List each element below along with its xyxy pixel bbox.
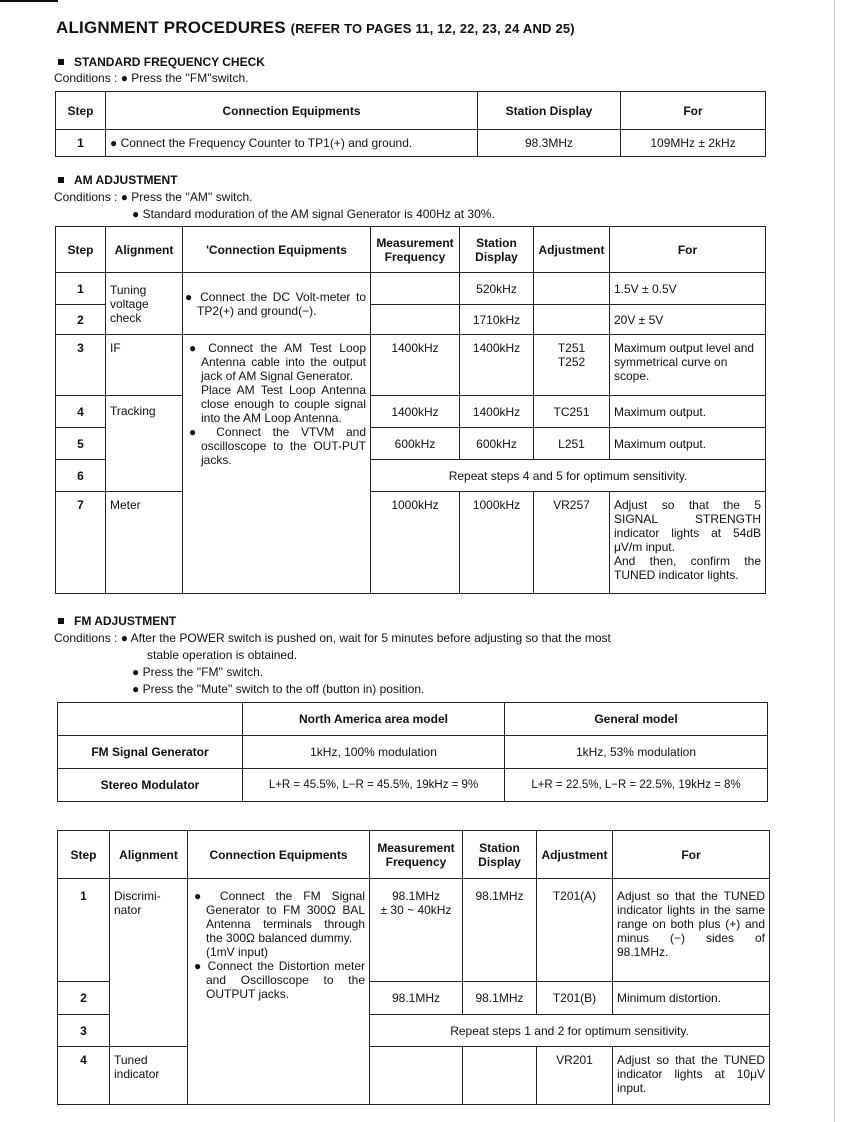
fm-conn-1: ● Connect the FM Signal Generator to FM 300Ω BAL Antenna terminals through the 300Ω balanced dummy. bbox=[194, 889, 365, 945]
am-r4-display: 1400kHz bbox=[460, 396, 534, 428]
am-r7-for bbox=[610, 492, 766, 594]
std-heading: STANDARD FREQUENCY CHECK bbox=[58, 55, 265, 69]
am-step-6: 6 bbox=[56, 460, 106, 492]
am-r4-adjust: TC251 bbox=[534, 396, 610, 428]
fm-r1-adjust: T201(A) bbox=[537, 879, 613, 982]
std-h-display: Station Display bbox=[478, 92, 621, 130]
fm-r1-display: 98.1MHz bbox=[463, 879, 537, 982]
fm-r3-repeat: Repeat steps 1 and 2 for optimum sensitivity. bbox=[370, 1015, 770, 1047]
std-for: 109MHz ± 2kHz bbox=[621, 130, 766, 157]
am-r7-display: 1000kHz bbox=[460, 492, 534, 594]
am-r3-display: 1400kHz bbox=[460, 335, 534, 396]
am-h-step: Step bbox=[56, 227, 106, 273]
am-r4-meas: 1400kHz bbox=[371, 396, 460, 428]
am-conn-loop-1: ● Connect the AM Test Loop Antenna cable into the output jack of AM Signal Generator. bbox=[189, 341, 366, 383]
fm-model-h-na: North America area model bbox=[243, 703, 505, 736]
am-r3-adjust-b: T252 bbox=[557, 355, 586, 369]
am-condition-2: ● Standard moduration of the AM signal Generator is 400Hz at 30%. bbox=[132, 207, 495, 221]
std-h-connection: Connection Equipments bbox=[106, 92, 478, 130]
fm-sg-general: 1kHz, 53% modulation bbox=[505, 736, 768, 769]
am-table bbox=[55, 226, 766, 594]
am-h-measurement: Measurement Frequency bbox=[371, 227, 460, 273]
am-r3-adjust bbox=[534, 335, 610, 396]
fm-sg-label: FM Signal Generator bbox=[58, 736, 243, 769]
am-align-tuning: Tuning voltage check bbox=[106, 273, 183, 335]
std-connection: ● Connect the Frequency Counter to TP1(+) and ground. bbox=[106, 130, 478, 157]
am-step-7: 7 bbox=[56, 492, 106, 594]
page-edge-rule bbox=[834, 0, 835, 1122]
fm-condition-1: Conditions : ● After the POWER switch is pushed on, wait for 5 minutes before adjusting so that the most bbox=[54, 631, 611, 645]
fm-sm-label: Stereo Modulator bbox=[58, 769, 243, 802]
fm-step-3: 3 bbox=[58, 1015, 110, 1047]
fm-condition-2: ● Press the ''FM'' switch. bbox=[132, 665, 264, 679]
am-r1-meas bbox=[371, 273, 460, 305]
fm-conn-2: ● Connect the Distortion meter and Oscilloscope to the OUTPUT jacks. bbox=[194, 959, 365, 1001]
fm-r4-for: Adjust so that the TUNED indicator lights at 10μV input. bbox=[613, 1047, 770, 1105]
am-h-alignment: Alignment bbox=[106, 227, 183, 273]
am-r7-for-1: Adjust so that the 5 SIGNAL STRENGTH indicator lights at 54dB μV/m input. bbox=[614, 498, 761, 554]
am-r1-display: 520kHz bbox=[460, 273, 534, 305]
fm-model-table bbox=[57, 702, 768, 802]
am-r2-for: 20V ± 5V bbox=[610, 305, 766, 335]
am-align-if: IF bbox=[106, 335, 183, 396]
fm-h-for: For bbox=[613, 831, 770, 879]
am-h-adjustment: Adjustment bbox=[534, 227, 610, 273]
fm-r4-meas bbox=[370, 1047, 463, 1105]
am-r3-meas: 1400kHz bbox=[371, 335, 460, 396]
am-r4-for: Maximum output. bbox=[610, 396, 766, 428]
title-reference: (REFER TO PAGES 11, 12, 22, 23, 24 AND 25) bbox=[290, 21, 575, 36]
am-r1-adjust bbox=[534, 273, 610, 305]
fm-r1-meas bbox=[370, 879, 463, 982]
am-step-1: 1 bbox=[56, 273, 106, 305]
am-r5-display: 600kHz bbox=[460, 428, 534, 460]
fm-step-4: 4 bbox=[58, 1047, 110, 1105]
fm-r2-meas: 98.1MHz bbox=[370, 982, 463, 1015]
fm-step-1: 1 bbox=[58, 879, 110, 982]
am-step-4: 4 bbox=[56, 396, 106, 428]
std-display: 98.3MHz bbox=[478, 130, 621, 157]
am-step-2: 2 bbox=[56, 305, 106, 335]
am-align-tracking: Tracking bbox=[106, 396, 183, 492]
std-table bbox=[55, 91, 766, 157]
am-h-connection: 'Connection Equipments bbox=[183, 227, 371, 273]
am-r5-adjust: L251 bbox=[534, 428, 610, 460]
fm-sg-na: 1kHz, 100% modulation bbox=[243, 736, 505, 769]
fm-conn bbox=[188, 879, 370, 1105]
fm-sm-general: L+R = 22.5%, L−R = 22.5%, 19kHz = 8% bbox=[505, 769, 768, 802]
fm-r1-meas-a: 98.1MHz bbox=[391, 889, 441, 903]
am-r3-adjust-a: T251 bbox=[557, 341, 586, 355]
page-title bbox=[56, 18, 575, 38]
fm-align-disc: Discrimi-nator bbox=[110, 879, 188, 1047]
am-h-display: Station Display bbox=[460, 227, 534, 273]
std-step: 1 bbox=[56, 130, 106, 157]
am-r2-meas bbox=[371, 305, 460, 335]
am-r7-for-2: And then, confirm the TUNED indicator lights. bbox=[614, 554, 761, 582]
fm-model-blank bbox=[58, 703, 243, 736]
am-r7-meas: 1000kHz bbox=[371, 492, 460, 594]
fm-h-step: Step bbox=[58, 831, 110, 879]
am-condition-1: Conditions : ● Press the ''AM'' switch. bbox=[54, 190, 253, 204]
fm-r2-adjust: T201(B) bbox=[537, 982, 613, 1015]
fm-table bbox=[57, 830, 770, 1105]
top-rule bbox=[0, 0, 58, 2]
am-h-for: For bbox=[610, 227, 766, 273]
std-conditions: Conditions : ● Press the ''FM''switch. bbox=[54, 71, 249, 85]
am-r2-adjust bbox=[534, 305, 610, 335]
fm-h-display: Station Display bbox=[463, 831, 537, 879]
am-r5-for: Maximum output. bbox=[610, 428, 766, 460]
std-h-step: Step bbox=[56, 92, 106, 130]
am-r7-adjust: VR257 bbox=[534, 492, 610, 594]
am-conn-dc: ● Connect the DC Volt-meter to TP2(+) and ground(−). bbox=[183, 273, 371, 335]
fm-conn-1b: (1mV input) bbox=[206, 945, 269, 959]
am-align-meter: Meter bbox=[106, 492, 183, 594]
fm-r1-for: Adjust so that the TUNED indicator lights in the same range on both plus (+) and minus (−) sides of 98.1MHz. bbox=[613, 879, 770, 982]
am-step-3: 3 bbox=[56, 335, 106, 396]
fm-r2-for: Minimum distortion. bbox=[613, 982, 770, 1015]
am-conn-loop-3: ● Connect the VTVM and oscilloscope to the OUT-PUT jacks. bbox=[189, 425, 366, 467]
fm-r4-adjust: VR201 bbox=[537, 1047, 613, 1105]
am-r5-meas: 600kHz bbox=[371, 428, 460, 460]
fm-align-tuned: Tuned indicator bbox=[110, 1047, 188, 1105]
fm-condition-3: ● Press the ''Mute'' switch to the off (button in) position. bbox=[132, 682, 425, 696]
fm-step-2: 2 bbox=[58, 982, 110, 1015]
fm-model-h-general: General model bbox=[505, 703, 768, 736]
fm-h-alignment: Alignment bbox=[110, 831, 188, 879]
am-r3-for: Maximum output level and symmetrical curve on scope. bbox=[610, 335, 766, 396]
fm-h-measurement: Measurement Frequency bbox=[370, 831, 463, 879]
std-h-for: For bbox=[621, 92, 766, 130]
fm-h-adjustment: Adjustment bbox=[537, 831, 613, 879]
fm-h-connection: Connection Equipments bbox=[188, 831, 370, 879]
am-heading: AM ADJUSTMENT bbox=[58, 173, 178, 187]
fm-r2-display: 98.1MHz bbox=[463, 982, 537, 1015]
fm-sm-na: L+R = 45.5%, L−R = 45.5%, 19kHz = 9% bbox=[243, 769, 505, 802]
title-text: ALIGNMENT PROCEDURES bbox=[56, 18, 286, 37]
fm-r4-display bbox=[463, 1047, 537, 1105]
fm-heading: FM ADJUSTMENT bbox=[58, 614, 176, 628]
am-r6-repeat: Repeat steps 4 and 5 for optimum sensitivity. bbox=[371, 460, 766, 492]
am-conn-loop-2: Place AM Test Loop Antenna close enough to couple signal into the AM Loop Antenna. bbox=[201, 383, 366, 425]
fm-r1-meas-b: ± 30 ~ 40kHz bbox=[380, 903, 452, 917]
fm-condition-1b: stable operation is obtained. bbox=[147, 648, 298, 662]
am-step-5: 5 bbox=[56, 428, 106, 460]
am-conn-loop bbox=[183, 335, 371, 594]
am-r1-for: 1.5V ± 0.5V bbox=[610, 273, 766, 305]
am-r2-display: 1710kHz bbox=[460, 305, 534, 335]
